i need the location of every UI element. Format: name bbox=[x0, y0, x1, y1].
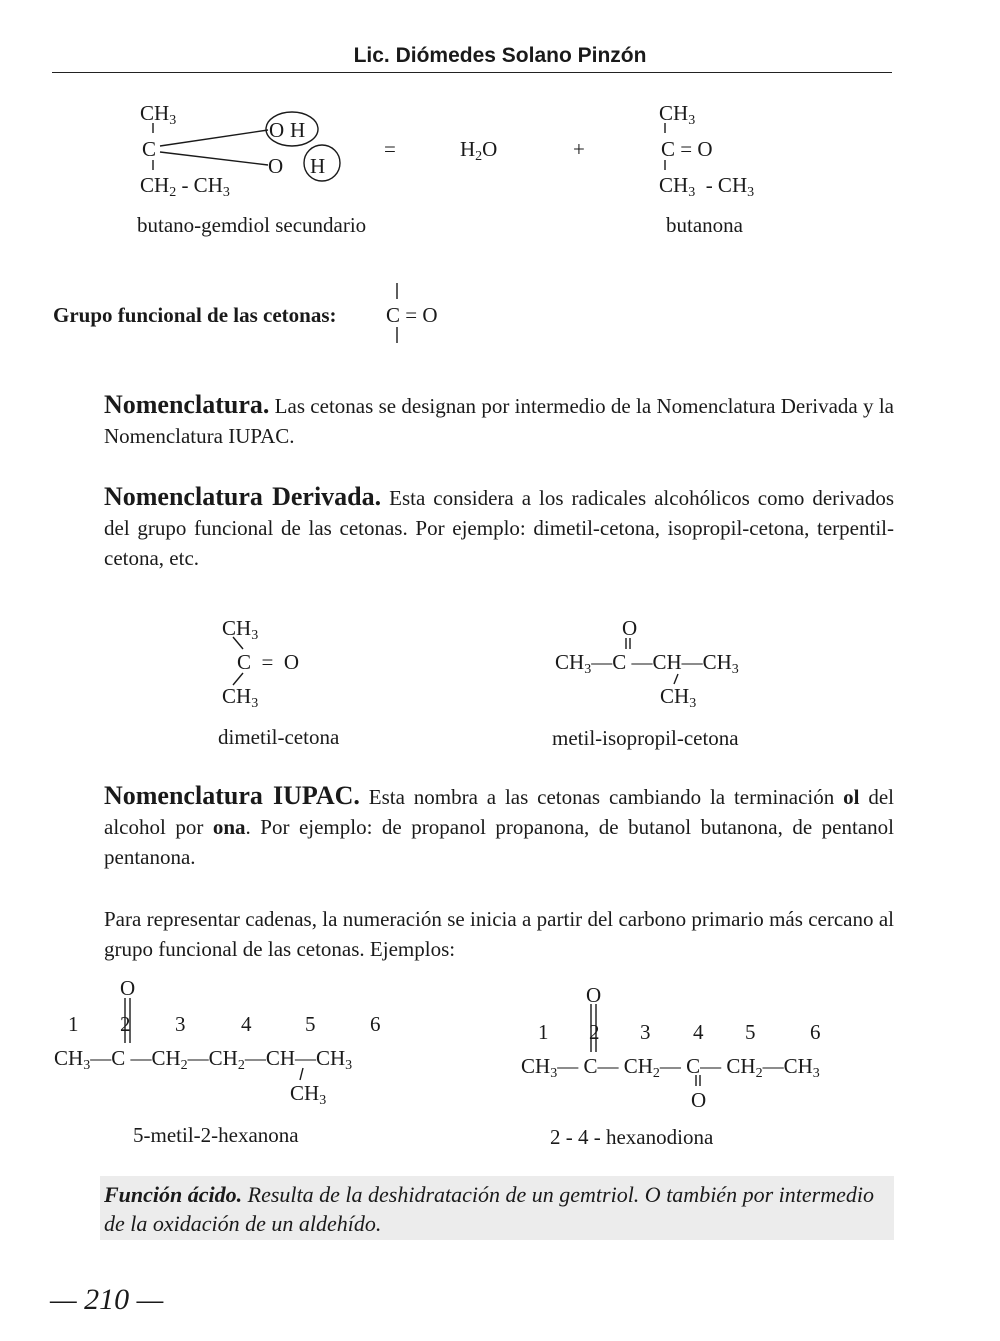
hexanodiona-number: 1 bbox=[538, 1020, 549, 1044]
reactant-carbon: C bbox=[142, 137, 157, 161]
plus-sign: + bbox=[573, 137, 585, 161]
hexanodiona-number: 3 bbox=[640, 1020, 651, 1044]
reactant-ch3: $CH_3$ bbox=[140, 101, 177, 128]
hexanodiona-number: 6 bbox=[810, 1020, 821, 1044]
acido-text: Resulta de la deshidratación de un gemtriol. O también por intermedio de la oxidación de un aldehído. bbox=[104, 1182, 874, 1236]
hexanona-number: 5 bbox=[305, 1012, 316, 1036]
nomenclatura-heading: Nomenclatura. bbox=[104, 390, 270, 419]
hexanodiona-number: 4 bbox=[693, 1020, 704, 1044]
water-formula: $H_2O$ bbox=[460, 137, 498, 164]
iupac-paragraph: Nomenclatura IUPAC. Esta nombra a las cetonas cambiando la terminación ol del alcohol por ona. Por ejemplo: de propanol propanona, de butanol butanona, de pentanol pentanona. bbox=[104, 781, 894, 869]
reactant-caption: butano-gemdiol secundario bbox=[137, 213, 367, 237]
hexanona-caption: 5-metil-2-hexanona bbox=[133, 1123, 299, 1147]
product-ch3: $CH_3$ bbox=[659, 101, 696, 128]
cadenas-paragraph: Para representar cadenas, la numeración se inicia a partir del carbono primario más cercano al grupo funcional de las cetonas. Ejemplos: bbox=[104, 907, 894, 961]
functional-group-label: Grupo funcional de las cetonas: bbox=[53, 303, 337, 327]
hexanodiona-caption: 2 - 4 - hexanodiona bbox=[550, 1125, 714, 1149]
hydroxyl-1-h: H bbox=[290, 118, 306, 142]
hexanona-number: 1 bbox=[68, 1012, 79, 1036]
hexanodiona-number: 2 bbox=[589, 1020, 600, 1044]
reactant-ethyl: $CH_2 - CH_3$ bbox=[140, 173, 230, 200]
hexanona-number: 3 bbox=[175, 1012, 186, 1036]
product-ethyl: $CH_3 - CH_3$ bbox=[659, 173, 755, 200]
iupac-heading: Nomenclatura IUPAC. bbox=[104, 781, 360, 810]
page-header: Lic. Diómedes Solano Pinzón bbox=[353, 44, 647, 67]
equals-sign: = bbox=[384, 137, 396, 161]
product-carbonyl: C = O bbox=[661, 137, 713, 161]
hexanona-number: 6 bbox=[370, 1012, 381, 1036]
hydroxyl-2-h: H bbox=[310, 154, 326, 178]
acido-heading: Función ácido. bbox=[104, 1182, 243, 1207]
functional-group-formula: C = O bbox=[386, 303, 438, 327]
hexanona-number: 4 bbox=[241, 1012, 252, 1036]
product-caption: butanona bbox=[666, 213, 743, 237]
hexanodiona-number: 5 bbox=[745, 1020, 756, 1044]
hydroxyl-1-o: O bbox=[269, 118, 285, 142]
nomenclatura-text: Las cetonas se designan por intermedio de la Nomenclatura Derivada y la Nomenclatura IUPAC. bbox=[104, 394, 894, 448]
derivada-text: Esta considera a los radicales alcohólicos como derivados del grupo funcional de las cetonas. Por ejemplo: dimetil-cetona, isopropil-cetona, terpentil-cetona, etc. bbox=[104, 486, 894, 570]
derivada-heading: Nomenclatura Derivada. bbox=[104, 482, 382, 511]
hexanona-number: 2 bbox=[120, 1012, 131, 1036]
hydroxyl-2-o: O bbox=[268, 154, 284, 178]
page-number: — 210 — bbox=[50, 1283, 164, 1316]
isopropil-caption: metil-isopropil-cetona bbox=[552, 726, 739, 750]
dimetil-caption: dimetil-cetona bbox=[218, 725, 340, 749]
